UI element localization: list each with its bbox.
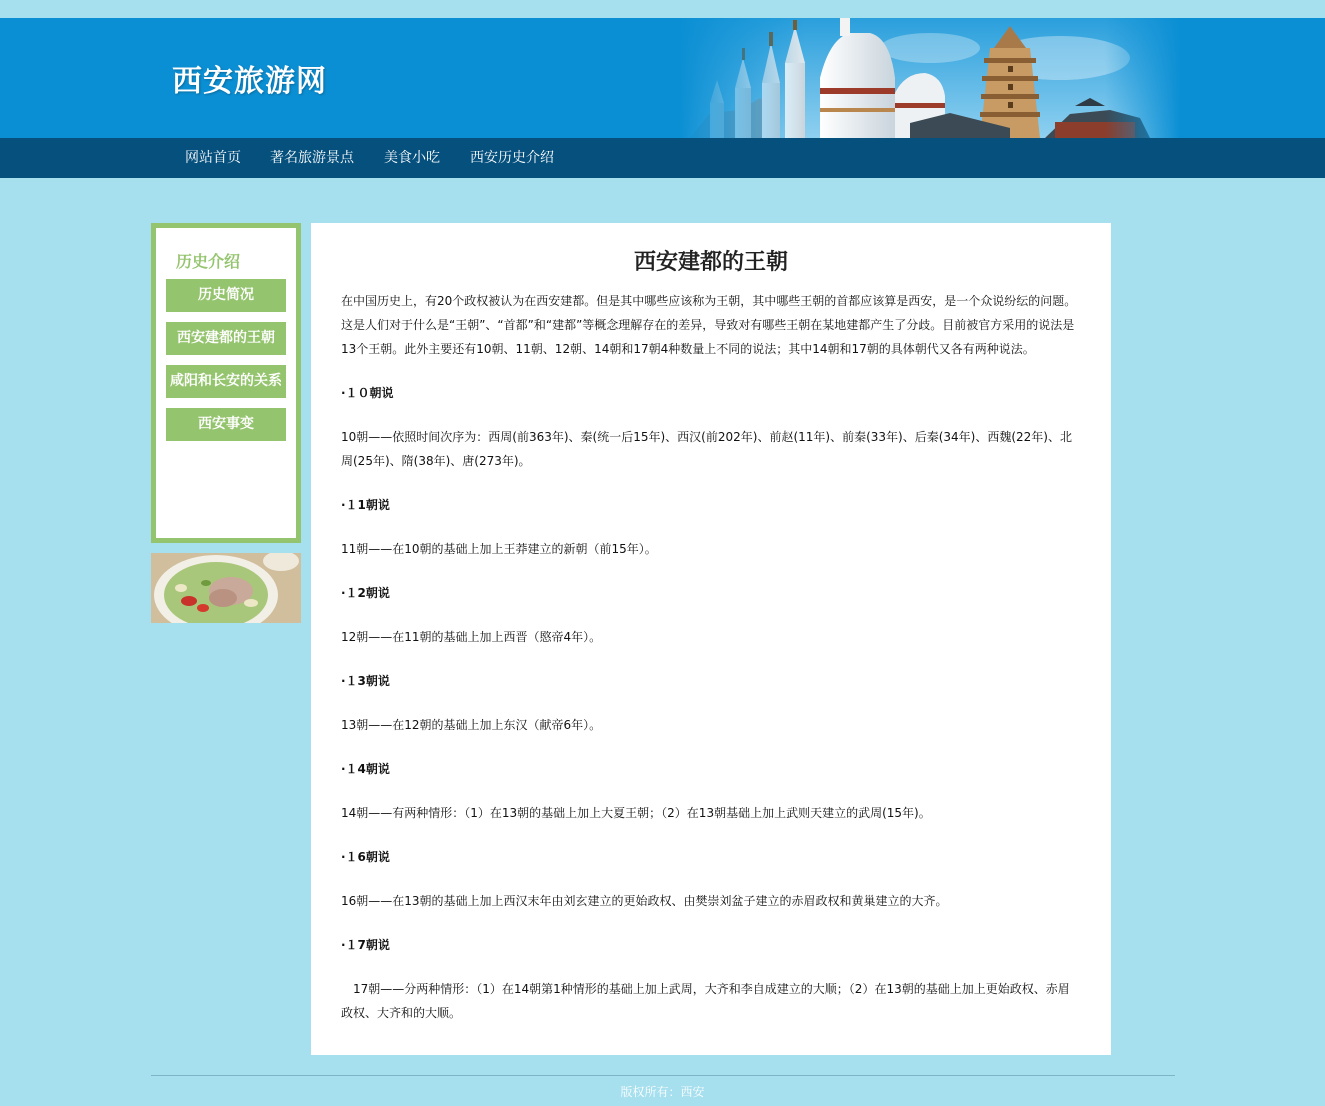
article-body [341, 289, 1077, 1045]
food-dish-image [151, 553, 301, 623]
article-paragraph: 12朝——在11朝的基础上加上西晋（愍帝4年）。 [341, 630, 602, 644]
footer-divider [151, 1075, 1175, 1076]
article-title: 西安建都的王朝 [633, 249, 788, 275]
nav-attractions[interactable]: 著名旅游景点 [270, 150, 354, 166]
sidebar [151, 223, 301, 543]
article-subheading: ·１3朝说 [341, 674, 390, 688]
article-paragraph: 14朝——有两种情形：（1）在13朝的基础上加上大夏王朝；（2）在13朝基础上加上武则天建立的武周(15年)。 [341, 806, 931, 820]
sidebar-item-dynasties[interactable]: 西安建都的王朝 [166, 322, 286, 355]
header-banner [0, 18, 1325, 138]
footer-copyright: 版权所有：西安 [620, 1085, 705, 1099]
article-paragraph: 16朝——在13朝的基础上加上西汉末年由刘玄建立的更始政权、由樊崇刘盆子建立的赤眉政权和黄巢建立的大齐。 [341, 894, 948, 908]
article-subheading: ·１6朝说 [341, 850, 390, 864]
nav-food[interactable]: 美食小吃 [384, 150, 440, 166]
sidebar-title: 历史介绍 [176, 252, 241, 271]
article-paragraph: 10朝——依照时间次序为：西周(前363年)、秦(统一后15年)、西汉(前202年)、前赵(11年)、前秦(33年)、后秦(34年)、西魏(22年)、北周(25年)、隋(38年)、唐(273年)。 [341, 430, 1072, 468]
article-subheading: ·１7朝说 [341, 938, 390, 952]
article-subheading: ·１1朝说 [341, 498, 390, 512]
sidebar-item-xianyang-changan[interactable]: 咸阳和长安的关系 [166, 365, 286, 398]
article-subheading: ·１2朝说 [341, 586, 390, 600]
article-subheading: ·１０朝说 [341, 386, 394, 400]
article-panel [311, 223, 1111, 1055]
article-subheading: ·１4朝说 [341, 762, 390, 776]
article-paragraph: 在中国历史上，有20个政权被认为在西安建都。但是其中哪些应该称为王朝，其中哪些王朝的首都应该算是西安，是一个众说纷纭的问题。这是人们对于什么是“王朝”、“首都”和“建都”等概念理解存在的差异，导致对有哪些王朝在某地建都产生了分歧。目前被官方采用的说法是13个王朝。此外主要还有10朝、11朝、12朝、14朝和17朝4种数量上不同的说法；其中14朝和17朝的具体朝代又各有两种说法。 [341, 294, 1077, 356]
article-paragraph: 13朝——在12朝的基础上加上东汉（献帝6年）。 [341, 718, 602, 732]
article-paragraph: 11朝——在10朝的基础上加上王莽建立的新朝（前15年）。 [341, 542, 657, 556]
nav-history[interactable]: 西安历史介绍 [470, 150, 554, 166]
sidebar-item-xian-incident[interactable]: 西安事变 [166, 408, 286, 441]
site-logo[interactable]: 西安旅游网 [172, 64, 327, 99]
main-nav [0, 138, 1325, 178]
sidebar-item-history-overview[interactable]: 历史简况 [166, 279, 286, 312]
article-paragraph: 17朝——分两种情形：（1）在14朝第1种情形的基础上加上武周，大齐和李自成建立的大顺；（2）在13朝的基础上加上更始政权、赤眉政权、大齐和的大顺。 [341, 982, 1070, 1020]
pagoda-skyline-image [680, 18, 1180, 138]
nav-home[interactable]: 网站首页 [185, 150, 241, 166]
